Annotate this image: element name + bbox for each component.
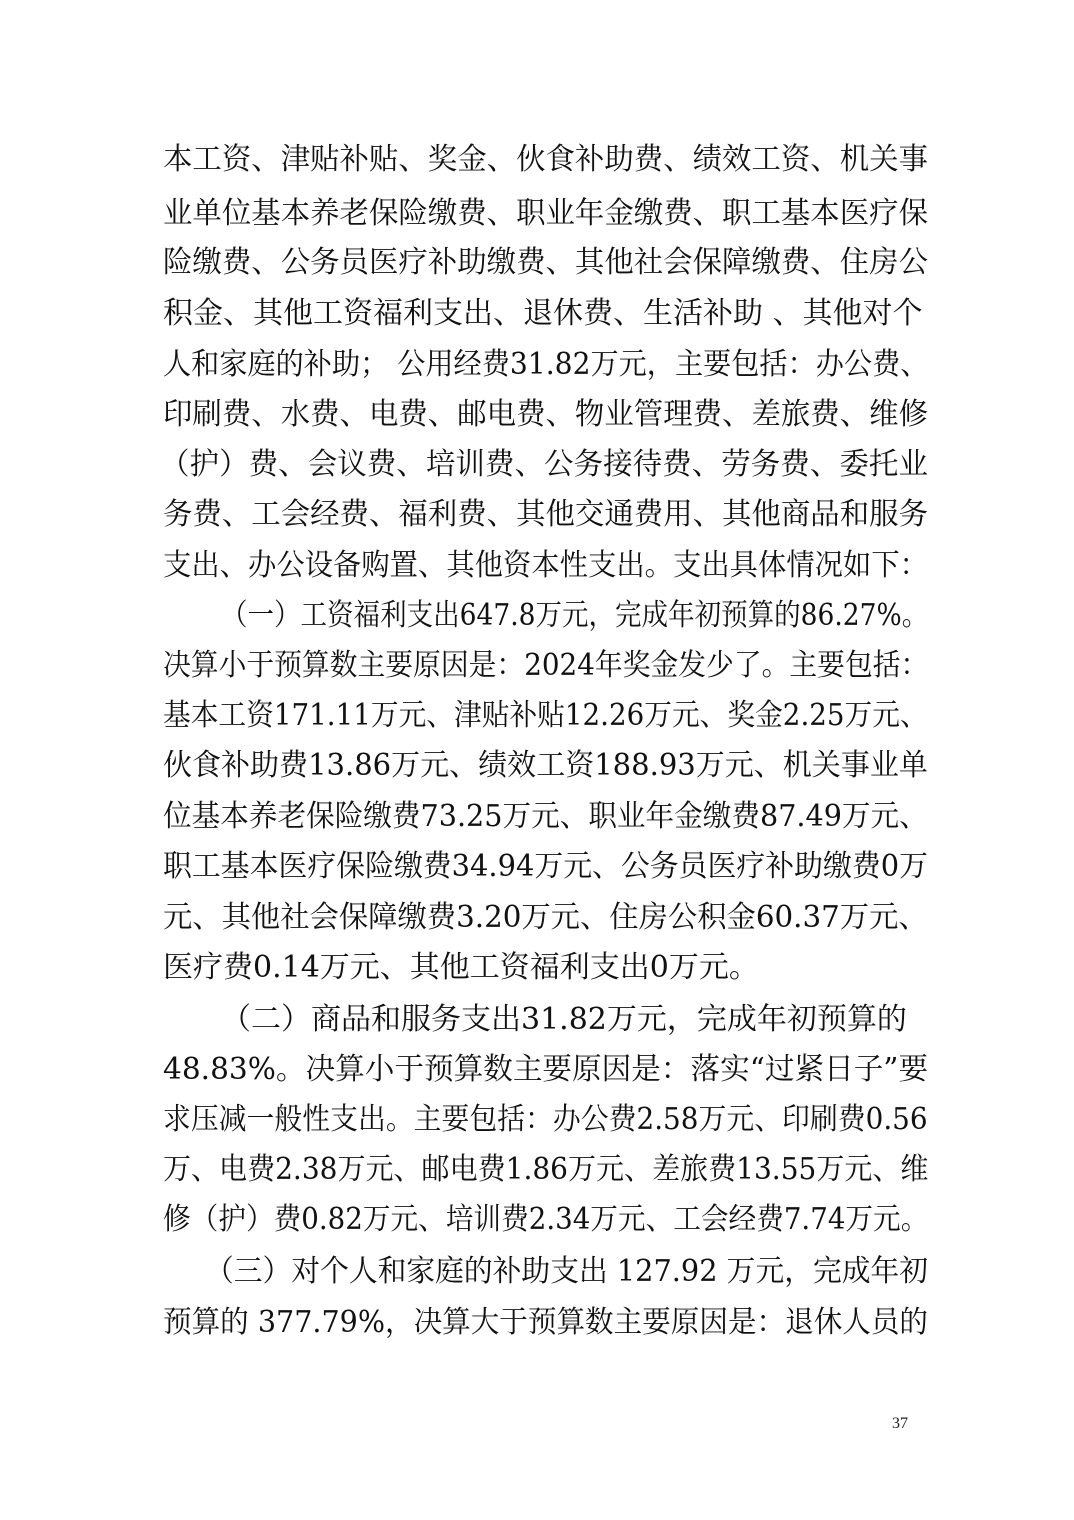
- text-line: 基本工资171.11万元、津贴补贴12.26万元、奖金2.25万元、: [163, 698, 928, 733]
- text-line: 元、其他社会保障缴费3.20万元、住房公积金60.37万元、: [163, 900, 928, 935]
- section-heading-2: （二）商品和服务支出31.82万元，完成年初预算的: [221, 1002, 907, 1037]
- text-line: 伙食补助费13.86万元、绩效工资188.93万元、机关事业单: [163, 748, 928, 783]
- text-line: 医疗费0.14万元、其他工资福利支出0万元。: [163, 950, 759, 985]
- text-line: 务费、工会经费、福利费、其他交通费用、其他商品和服务: [163, 497, 928, 532]
- text-line: 预算的 377.79%，决算大于预算数主要原因是：退休人员的: [163, 1305, 929, 1340]
- text-line: 本工资、津贴补贴、奖金、伙食补助费、绩效工资、机关事: [163, 142, 928, 177]
- text-line: 万、电费2.38万元、邮电费1.86万元、差旅费13.55万元、维: [163, 1152, 929, 1187]
- text-line: （护）费、会议费、培训费、公务接待费、劳务费、委托业: [160, 447, 928, 482]
- text-line: 48.83%。决算小于预算数主要原因是：落实“过紧日子”要: [163, 1052, 929, 1087]
- text-line: 险缴费、公务员医疗补助缴费、其他社会保障缴费、住房公: [163, 245, 928, 280]
- text-line: 位基本养老保险缴费73.25万元、职业年金缴费87.49万元、: [163, 799, 928, 834]
- section-heading-3: （三）对个人和家庭的补助支出 127.92 万元，完成年初: [205, 1254, 929, 1289]
- section-heading-1: （一）工资福利支出647.8万元，完成年初预算的86.27%。: [221, 598, 929, 633]
- text-line: 印刷费、水费、电费、邮电费、物业管理费、差旅费、维修: [163, 397, 928, 432]
- text-line: 求压减一般性支出。主要包括：办公费2.58万元、印刷费0.56: [163, 1102, 928, 1137]
- text-line: 修（护）费0.82万元、培训费2.34万元、工会经费7.74万元。: [163, 1202, 929, 1237]
- text-line: 职工基本医疗保险缴费34.94万元、公务员医疗补助缴费0万: [163, 849, 928, 884]
- text-line: 决算小于预算数主要原因是：2024年奖金发少了。主要包括：: [163, 648, 929, 683]
- text-line: 业单位基本养老保险缴费、职业年金缴费、职工基本医疗保: [163, 196, 928, 231]
- text-line: 积金、其他工资福利支出、退休费、生活补助 、其他对个: [163, 296, 923, 331]
- page-number: 37: [892, 1415, 908, 1432]
- text-line: 人和家庭的补助； 公用经费31.82万元，主要包括：办公费、: [163, 347, 929, 382]
- text-line: 支出、办公设备购置、其他资本性支出。支出具体情况如下：: [163, 548, 928, 583]
